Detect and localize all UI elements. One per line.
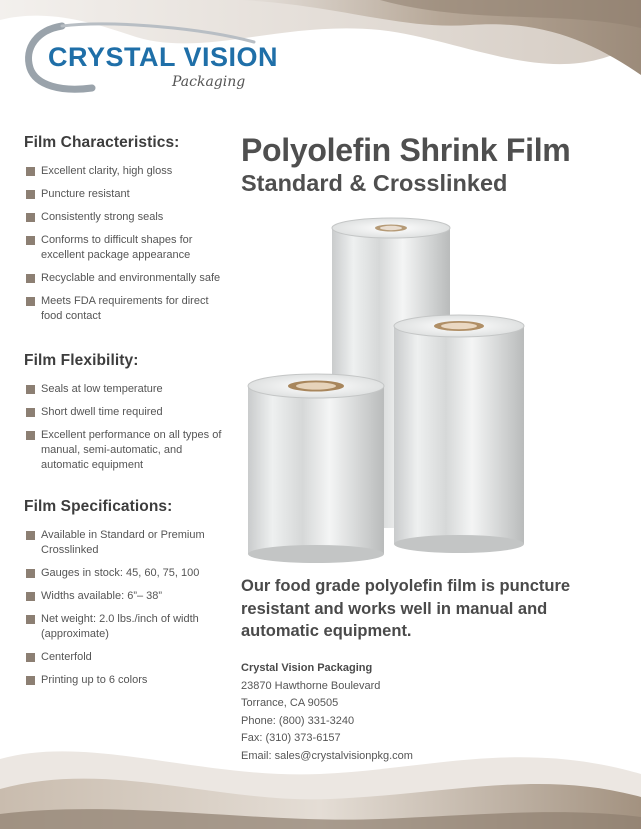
tagline: Our food grade polyolefin film is puncture resistant and works well in manual and automatic equipment. — [241, 577, 571, 640]
bullet-square-icon — [26, 274, 35, 283]
bullet-square-icon — [26, 385, 35, 394]
list-item — [24, 589, 229, 604]
brand-subtitle: Packaging — [172, 74, 246, 90]
list-item-text: Puncture resistant — [41, 188, 130, 200]
section-title: Film Characteristics: — [24, 134, 180, 151]
section-flexibility — [24, 352, 229, 481]
section-title: Film Specifications: — [24, 498, 173, 515]
list-item-text: Gauges in stock: 45, 60, 75, 100 — [41, 567, 200, 579]
list-item-text: Excellent clarity, high gloss — [41, 165, 173, 177]
list-item-text: Printing up to 6 colors — [41, 674, 148, 686]
bullet-square-icon — [26, 676, 35, 685]
list-item — [24, 405, 229, 420]
bullet-list — [24, 164, 229, 324]
list-item — [24, 382, 229, 397]
contact-email-link[interactable]: Email: sales@crystalvisionpkg.com — [241, 749, 413, 762]
contact-block — [241, 660, 561, 765]
list-item-text: Available in Standard or Premium Crosslinked — [41, 529, 205, 556]
list-item — [24, 428, 229, 473]
bullet-square-icon — [26, 213, 35, 222]
bullet-square-icon — [26, 236, 35, 245]
bullet-square-icon — [26, 653, 35, 662]
bullet-square-icon — [26, 408, 35, 417]
list-item — [24, 210, 229, 225]
bullet-list — [24, 382, 229, 473]
list-item-text: Seals at low temperature — [41, 383, 163, 395]
bullet-square-icon — [26, 615, 35, 624]
list-item-text: Short dwell time required — [41, 406, 163, 418]
contact-phone: Phone: (800) 331-3240 — [241, 714, 355, 727]
brand-name: CRYSTAL VISION — [48, 42, 279, 72]
bullet-square-icon — [26, 297, 35, 306]
list-item — [24, 164, 229, 179]
list-item — [24, 612, 229, 642]
bullet-square-icon — [26, 531, 35, 540]
list-item — [24, 233, 229, 263]
contact-street: 23870 Hawthorne Boulevard — [241, 679, 381, 692]
list-item-text: Conforms to difficult shapes for excellent package appearance — [41, 234, 193, 261]
company-logo — [22, 18, 279, 98]
bullet-square-icon — [26, 167, 35, 176]
list-item — [24, 566, 229, 581]
list-item-text: Recyclable and environmentally safe — [41, 272, 221, 284]
list-item-text: Widths available: 6”– 38” — [41, 590, 163, 602]
section-specifications — [24, 498, 229, 696]
bullet-square-icon — [26, 431, 35, 440]
list-item — [24, 294, 229, 324]
list-item — [24, 673, 229, 688]
right-roll — [394, 315, 524, 553]
list-item-text: Centerfold — [41, 651, 92, 663]
section-characteristics — [24, 134, 229, 332]
contact-fax: Fax: (310) 373-6157 — [241, 732, 341, 744]
contact-company: Crystal Vision Packaging — [241, 662, 373, 674]
list-item — [24, 187, 229, 202]
bullet-square-icon — [26, 569, 35, 578]
bullet-square-icon — [26, 190, 35, 199]
list-item — [24, 528, 229, 558]
list-item-text: Consistently strong seals — [41, 211, 164, 223]
contact-city: Torrance, CA 90505 — [241, 697, 339, 709]
front-roll — [248, 374, 384, 563]
page-subtitle: Standard & Crosslinked — [241, 170, 508, 196]
page-title: Polyolefin Shrink Film — [241, 132, 571, 168]
section-title: Film Flexibility: — [24, 352, 139, 369]
film-rolls-photo — [244, 214, 534, 569]
list-item-text: Net weight: 2.0 lbs./inch of width (approximate) — [41, 613, 199, 640]
list-item-text: Excellent performance on all types of manual, semi-automatic, and automatic equipment — [41, 429, 222, 471]
bullet-square-icon — [26, 592, 35, 601]
list-item — [24, 650, 229, 665]
bullet-list — [24, 528, 229, 688]
list-item — [24, 271, 229, 286]
list-item-text: Meets FDA requirements for direct food contact — [41, 295, 209, 322]
